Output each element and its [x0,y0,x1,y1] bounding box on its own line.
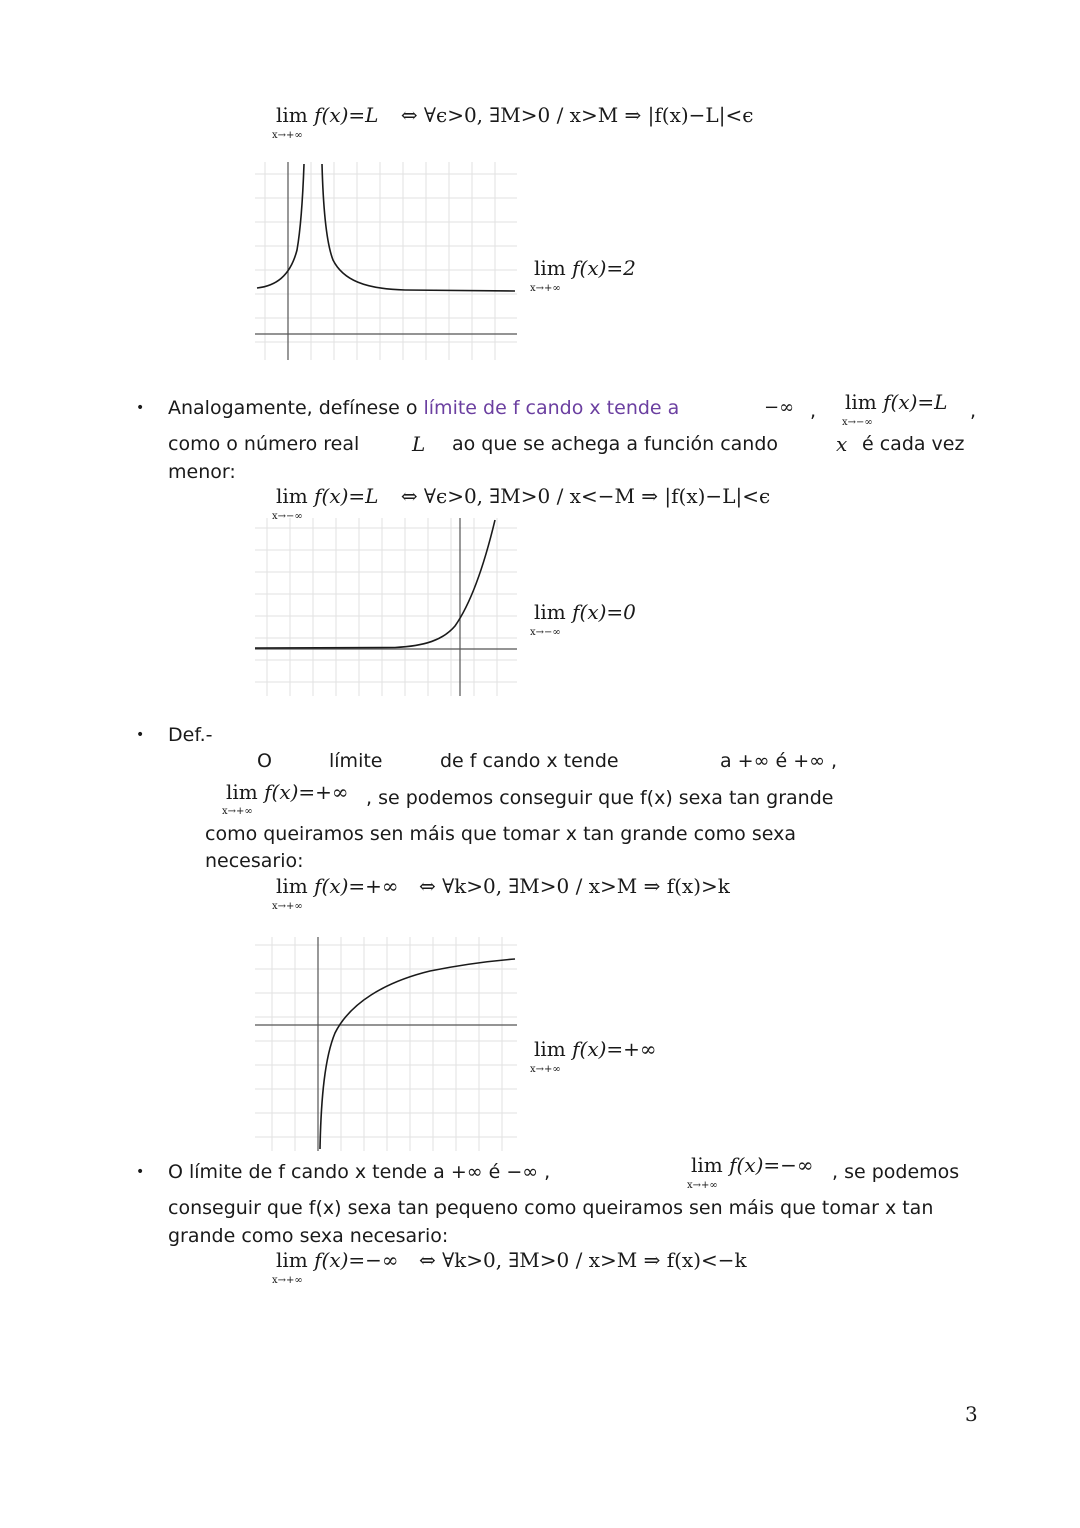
fx-eq: f(x)=L [314,103,379,127]
page-number: 3 [965,1402,978,1426]
word-o: O [257,750,272,772]
def1-rest: ⇔ ∀ϵ>0, ∃M>0 / x>M ⇒ |f(x)−L|<ϵ [400,103,754,127]
fx-eq: f(x)=−∞ [314,1248,399,1272]
bullet4-line3: grande como sexa necesario: [168,1225,449,1247]
fx-eq: f(x)=L [883,390,948,414]
def-label: Def.- [168,724,213,746]
bullet2-line1 [168,397,679,419]
fx-eq: f(x)=L [314,484,379,508]
bullet4-line2: conseguir que f(x) sexa tan pequeno como queiramos sen máis que tomar x tan [168,1197,934,1219]
bullet2-lim [845,390,947,414]
def2-rest: ⇔ ∀ϵ>0, ∃M>0 / x<−M ⇒ |f(x)−L|<ϵ [400,484,771,508]
bullet4-lim [691,1153,814,1177]
word-a-inf: a +∞ é +∞ , [720,750,838,772]
fx-eq: f(x)=0 [572,600,636,624]
graph-2-grid [255,518,517,696]
def1-formula [276,103,753,127]
lim-word: lim [276,484,308,508]
fx-eq: f(x)=2 [572,256,636,280]
curve-2 [255,520,495,648]
fx-eq: f(x)=−∞ [729,1153,814,1177]
graph2-label [534,600,636,624]
fx-eq: f(x)=+∞ [314,874,399,898]
bullet2-sub: x→−∞ [842,417,873,428]
graph3-sub: x→+∞ [530,1064,561,1075]
bullet3-sub: x→+∞ [222,806,253,817]
graph-3-grid [255,937,517,1151]
lim-word: lim [226,780,258,804]
bullet-dot: • [136,1164,145,1180]
graph1-sub: x→+∞ [530,283,561,294]
bullet4-line1b: , se podemos [832,1161,960,1183]
bullet-dot: • [136,400,145,416]
lim-word: lim [276,1248,308,1272]
comma: , [810,400,817,422]
bullet2-line2b: ao que se achega a función cando [452,433,779,455]
def4-sub: x→+∞ [272,1275,303,1286]
bullet3-line4: necesario: [205,850,304,872]
minf: −∞ [764,397,795,418]
curve-1-right [322,164,515,291]
def1-sub: x→+∞ [272,130,303,141]
bullet-dot: • [136,727,145,743]
def3-rest: ⇔ ∀k>0, ∃M>0 / x>M ⇒ f(x)>k [418,874,730,898]
lim-word: lim [276,103,308,127]
word-limite: límite [329,750,383,772]
bullet4-line1: O límite de f cando x tende a +∞ é −∞ , [168,1161,551,1183]
bullet3-line2: , se podemos conseguir que f(x) sexa tan grande [366,787,834,809]
graph1-label [534,256,636,280]
def3-sub: x→+∞ [272,901,303,912]
curve-1-left [257,164,304,288]
def4-rest: ⇔ ∀k>0, ∃M>0 / x>M ⇒ f(x)<−k [418,1248,747,1272]
graph2-sub: x→−∞ [530,627,561,638]
lim-word: lim [534,600,566,624]
graph-2 [255,518,517,696]
graph3-label [534,1037,657,1061]
def2-sub: x→−∞ [272,511,303,522]
graph-1-grid [255,162,517,360]
text-purple: límite de f cando x tende a [423,397,680,419]
def2-formula [276,484,770,508]
def3-formula [276,874,730,898]
def4-formula [276,1248,747,1272]
lim-word: lim [845,390,877,414]
lim-word: lim [691,1153,723,1177]
curve-3 [320,959,515,1149]
comma2: , [970,400,977,422]
bullet4-sub: x→+∞ [687,1180,718,1191]
graph-1 [255,162,517,360]
lim-word: lim [276,874,308,898]
text: Analogamente, defínese o [168,397,424,419]
x-var: x [836,432,848,456]
bullet2-line3: menor: [168,461,236,483]
word-de-f: de f cando x tende [440,750,619,772]
bullet3-lim [226,780,349,804]
L-var: L [412,432,426,456]
bullet2-line2c: é cada vez [862,433,965,455]
bullet2-line2a: como o número real [168,433,360,455]
graph-3 [255,937,517,1151]
lim-word: lim [534,1037,566,1061]
fx-eq: f(x)=+∞ [264,780,349,804]
fx-eq: f(x)=+∞ [572,1037,657,1061]
lim-word: lim [534,256,566,280]
bullet3-line3: como queiramos sen máis que tomar x tan grande como sexa [205,823,796,845]
